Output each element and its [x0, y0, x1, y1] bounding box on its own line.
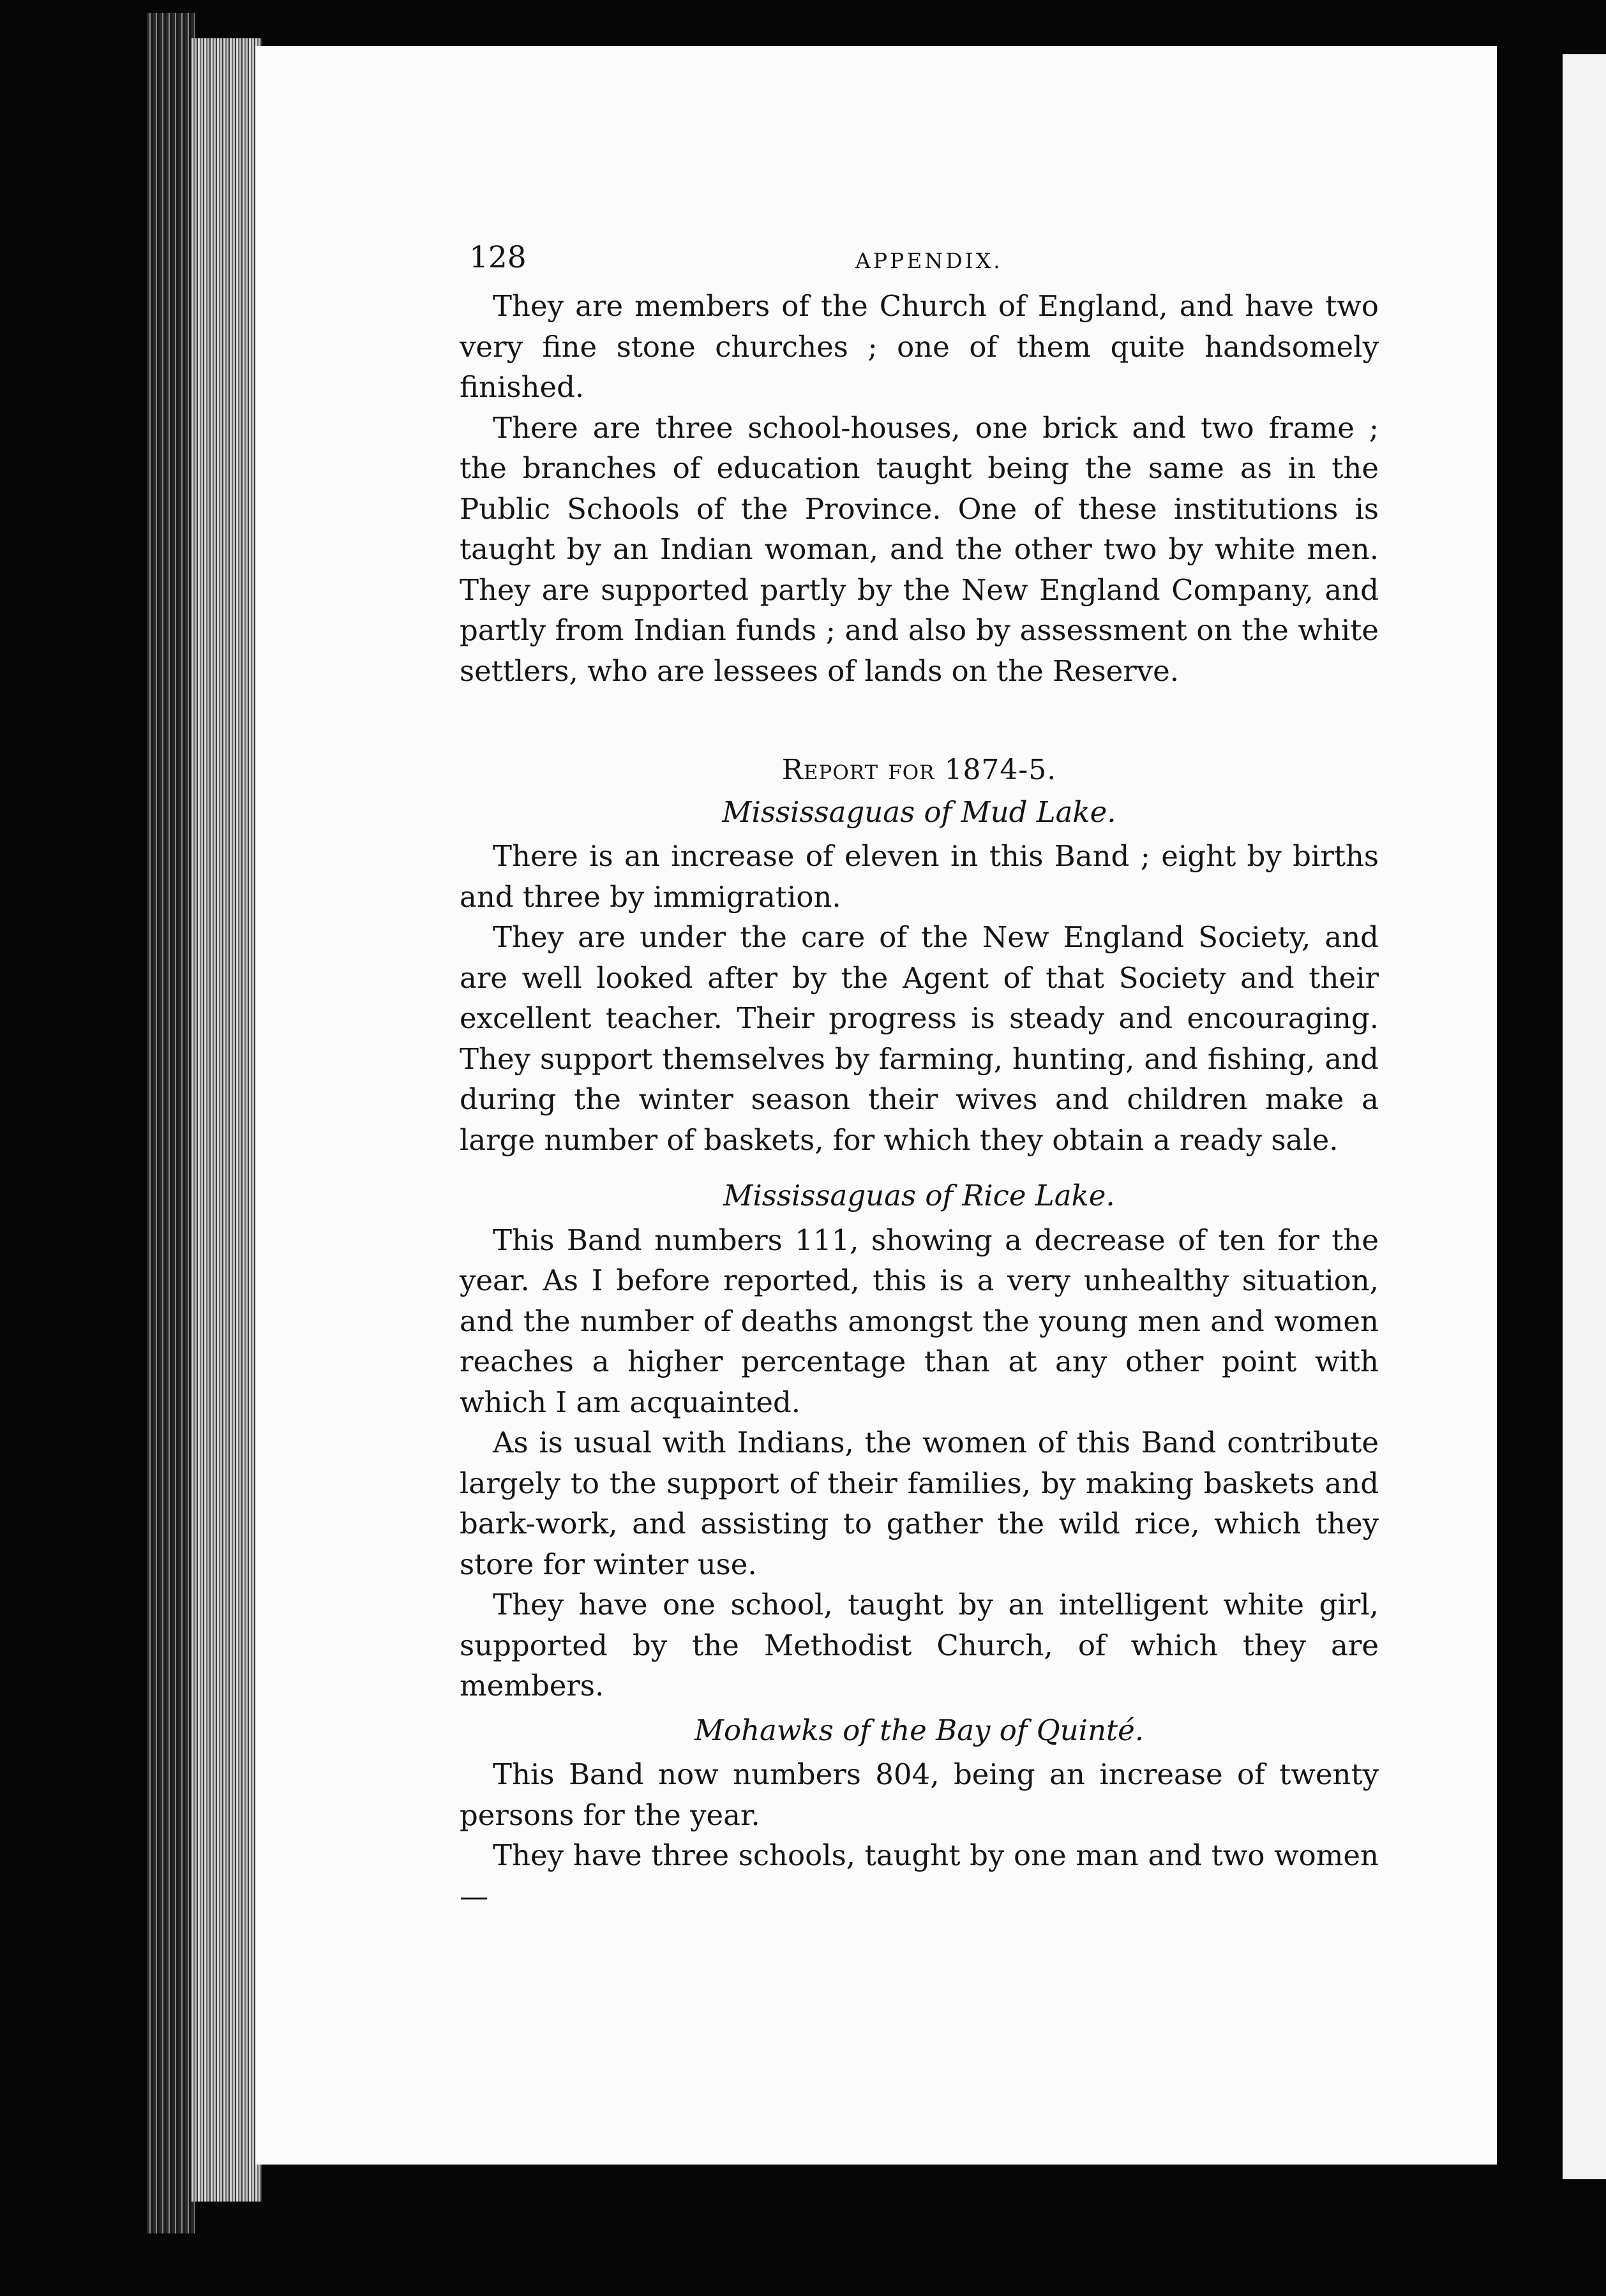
band-heading: Mississaguas of Mud Lake. — [722, 794, 1116, 829]
band-heading: Mississaguas of Rice Lake. — [723, 1179, 1115, 1212]
paragraph: They have three schools, taught by one man and two women— — [460, 1838, 1379, 1913]
paragraph: There are three school-houses, one brick and two frame ; the branches of education taught being the same as in the Public Schools of the Province. One of these institutions is taught by an Indian woman, and the other two by white men. They are supported partly by the New England Company, and partly from Indian funds ; and also by assessment on the white settlers, who are lessees of lands on the Reserve. — [460, 410, 1379, 688]
page-number: 128 — [469, 240, 527, 275]
running-head-title: APPENDIX. — [855, 248, 1003, 273]
paragraph: As is usual with Indians, the women of this Band contribute largely to the support of their families, by making baskets and bark-work, and assisting to gather the wild rice, which they store for winter use. — [460, 1426, 1379, 1581]
report-heading-text: Report for 1874-5. — [781, 754, 1057, 786]
paragraph: There is an increase of eleven in this Band ; eight by births and three by immigration. — [460, 839, 1379, 914]
band-heading: Mohawks of the Bay of Quinté. — [694, 1713, 1144, 1747]
paragraph: They are under the care of the New England Society, and are well looked after by the Agent of that Society and their excellent teacher. Their progress is steady and encouraging. They support themselves by farming, hunting, and fishing, and during the winter season their wives and children make a large number of baskets, for which they obtain a ready sale. — [460, 920, 1379, 1157]
book-page — [255, 46, 1497, 2165]
page-text — [460, 237, 1379, 1916]
adjacent-page-edge — [1563, 54, 1606, 2179]
running-head — [460, 237, 1379, 286]
report-heading — [460, 750, 1379, 791]
book-block-shadow — [147, 13, 195, 2233]
paragraph: They are members of the Church of England, and have two very fine stone churches ; one of them quite handsomely finished. — [460, 289, 1379, 404]
paragraph: This Band numbers 111, showing a decrease of ten for the year. As I before reported, this is a very unhealthy situation, and the number of deaths amongst the young men and women reaches a higher percentage than at any other point with which I am acquainted. — [460, 1223, 1379, 1419]
book-page-edges — [191, 38, 262, 2202]
paragraph: They have one school, taught by an intelligent white girl, supported by the Methodist Church, of which they are members. — [460, 1588, 1379, 1703]
paragraph: This Band now numbers 804, being an increase of twenty persons for the year. — [460, 1757, 1379, 1832]
